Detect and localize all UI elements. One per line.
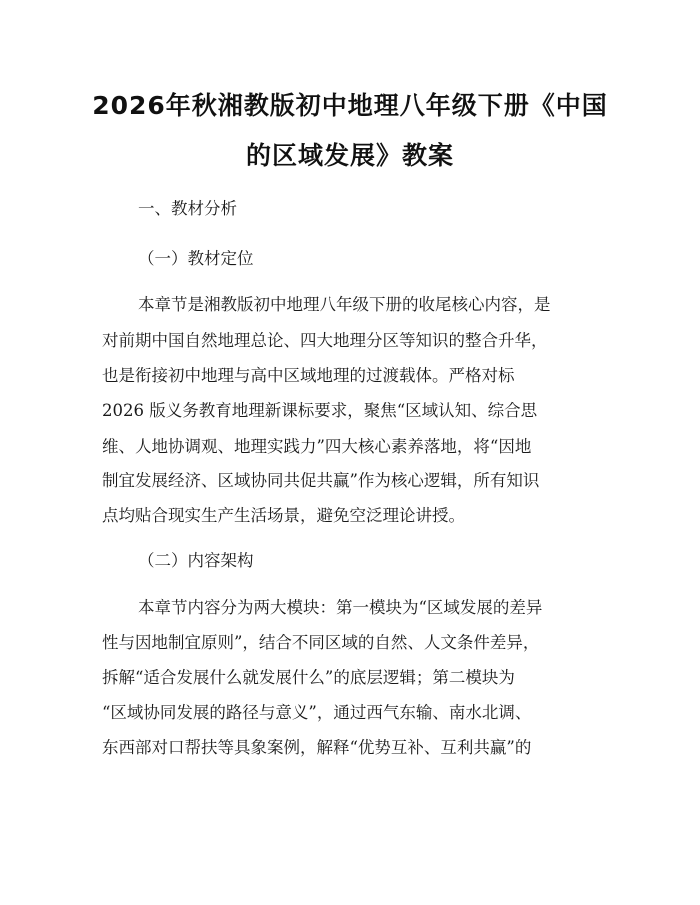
subsection-heading-structure: （二）内容架构	[138, 551, 254, 570]
paragraph-1-line: 点均贴合现实生产生活场景，避免空泛理论讲授。	[102, 506, 465, 525]
paragraph-2-line: 东西部对口帮扶等具象案例，解释“优势互补、互利共赢”的	[102, 738, 532, 757]
paragraph-2-line: “区域协同发展的路径与意义”，通过西气东输、南水北调、	[102, 703, 532, 722]
paragraph-1-line: 制宜发展经济、区域协同共促共赢”作为核心逻辑，所有知识	[102, 471, 540, 490]
paragraph-1-line: 也是衔接初中地理与高中区域地理的过渡载体。严格对标	[102, 366, 515, 385]
document-title-line-1: 2026年秋湘教版初中地理八年级下册《中国	[92, 91, 608, 120]
subsection-heading-positioning: （一）教材定位	[138, 249, 254, 268]
document-title-line-2: 的区域发展》教案	[245, 141, 454, 170]
paragraph-2-line: 性与因地制宜原则”，结合不同区域的自然、人文条件差异，	[102, 633, 540, 652]
paragraph-1-line: 对前期中国自然地理总论、四大地理分区等知识的整合升华，	[102, 331, 548, 350]
paragraph-1-line: 维、人地协调观、地理实践力”四大核心素养落地，将“因地	[102, 437, 532, 456]
paragraph-2-line: 本章节内容分为两大模块：第一模块为“区域发展的差异	[138, 598, 543, 617]
section-heading-textbook-analysis: 一、教材分析	[138, 199, 237, 218]
paragraph-1-line: 本章节是湘教版初中地理八年级下册的收尾核心内容，是	[138, 295, 551, 314]
paragraph-1-line: 2026 版义务教育地理新课标要求，聚焦“区域认知、综合思	[102, 401, 538, 420]
paragraph-2-line: 拆解“适合发展什么就发展什么”的底层逻辑；第二模块为	[102, 668, 515, 687]
